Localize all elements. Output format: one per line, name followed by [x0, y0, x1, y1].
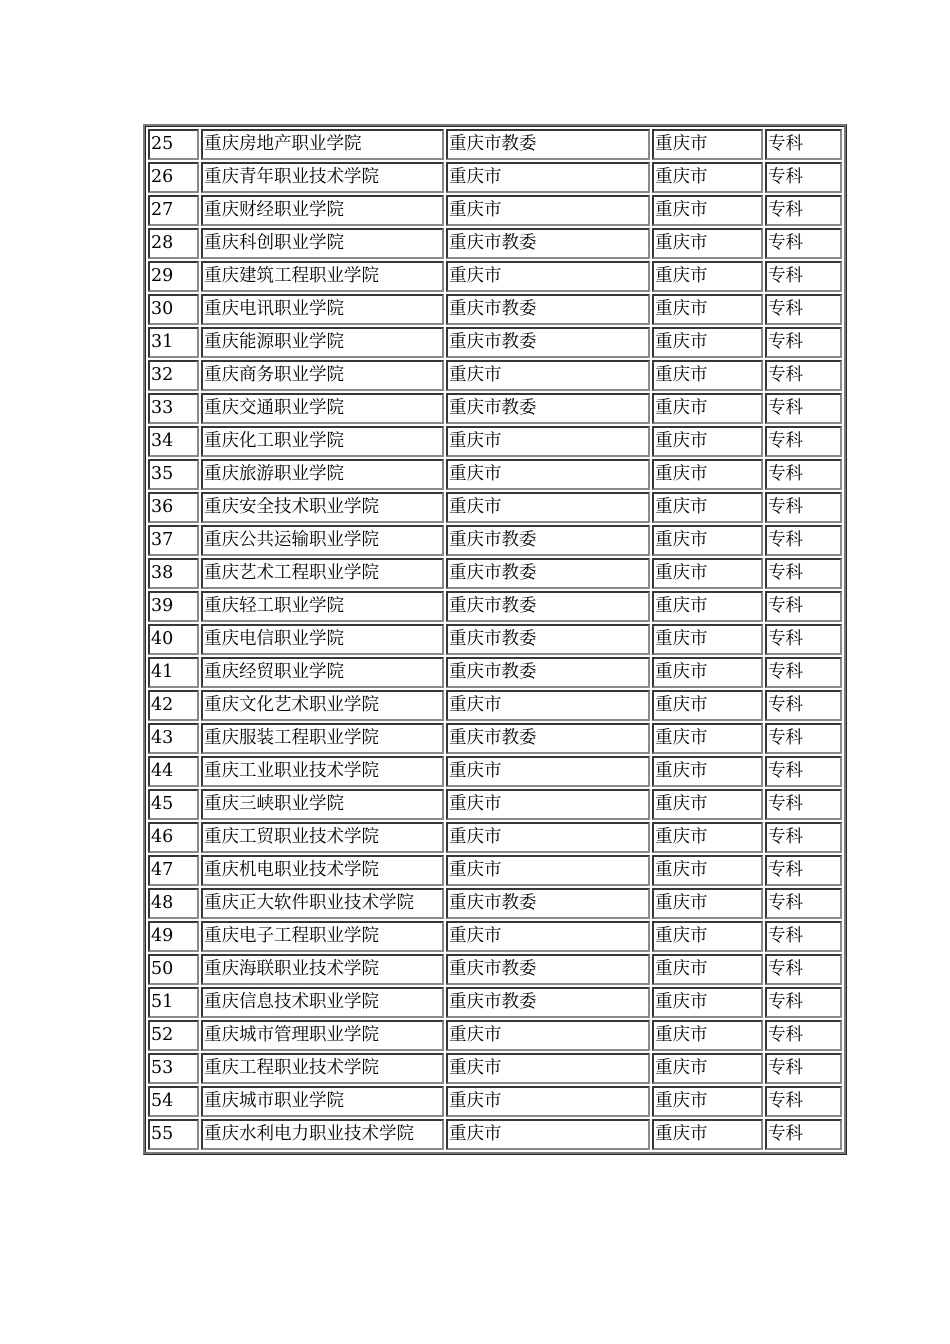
- authority-cell: 重庆市: [446, 1020, 650, 1051]
- location-cell: 重庆市: [652, 921, 763, 952]
- college-name-cell: 重庆科创职业学院: [201, 228, 444, 259]
- level-cell: 专科: [765, 657, 842, 688]
- row-number-cell: 50: [148, 954, 199, 985]
- authority-cell: 重庆市教委: [446, 327, 650, 358]
- row-number-cell: 42: [148, 690, 199, 721]
- location-cell: 重庆市: [652, 624, 763, 655]
- level-cell: 专科: [765, 1086, 842, 1117]
- college-name-cell: 重庆青年职业技术学院: [201, 162, 444, 193]
- row-number-cell: 47: [148, 855, 199, 886]
- location-cell: 重庆市: [652, 954, 763, 985]
- college-name-cell: 重庆轻工职业学院: [201, 591, 444, 622]
- location-cell: 重庆市: [652, 1119, 763, 1150]
- row-number-cell: 40: [148, 624, 199, 655]
- authority-cell: 重庆市教委: [446, 624, 650, 655]
- level-cell: 专科: [765, 723, 842, 754]
- row-number-cell: 37: [148, 525, 199, 556]
- location-cell: 重庆市: [652, 789, 763, 820]
- location-cell: 重庆市: [652, 525, 763, 556]
- authority-cell: 重庆市教委: [446, 129, 650, 160]
- location-cell: 重庆市: [652, 1020, 763, 1051]
- location-cell: 重庆市: [652, 558, 763, 589]
- authority-cell: 重庆市: [446, 1086, 650, 1117]
- row-number-cell: 35: [148, 459, 199, 490]
- row-number-cell: 30: [148, 294, 199, 325]
- table-row: [148, 987, 842, 1018]
- authority-cell: 重庆市教委: [446, 228, 650, 259]
- location-cell: 重庆市: [652, 657, 763, 688]
- level-cell: 专科: [765, 162, 842, 193]
- level-cell: 专科: [765, 855, 842, 886]
- row-number-cell: 43: [148, 723, 199, 754]
- row-number-cell: 46: [148, 822, 199, 853]
- college-name-cell: 重庆能源职业学院: [201, 327, 444, 358]
- table-row: [148, 624, 842, 655]
- location-cell: 重庆市: [652, 690, 763, 721]
- college-name-cell: 重庆化工职业学院: [201, 426, 444, 457]
- college-name-cell: 重庆工程职业技术学院: [201, 1053, 444, 1084]
- authority-cell: 重庆市: [446, 360, 650, 391]
- authority-cell: 重庆市: [446, 756, 650, 787]
- location-cell: 重庆市: [652, 393, 763, 424]
- authority-cell: 重庆市教委: [446, 723, 650, 754]
- table-row: [148, 954, 842, 985]
- location-cell: 重庆市: [652, 492, 763, 523]
- row-number-cell: 51: [148, 987, 199, 1018]
- table-row: [148, 129, 842, 160]
- authority-cell: 重庆市: [446, 261, 650, 292]
- table-row: [148, 1119, 842, 1150]
- location-cell: 重庆市: [652, 855, 763, 886]
- row-number-cell: 54: [148, 1086, 199, 1117]
- college-name-cell: 重庆海联职业技术学院: [201, 954, 444, 985]
- level-cell: 专科: [765, 360, 842, 391]
- location-cell: 重庆市: [652, 360, 763, 391]
- authority-cell: 重庆市教委: [446, 987, 650, 1018]
- level-cell: 专科: [765, 228, 842, 259]
- table-row: [148, 723, 842, 754]
- location-cell: 重庆市: [652, 129, 763, 160]
- level-cell: 专科: [765, 1119, 842, 1150]
- authority-cell: 重庆市: [446, 195, 650, 226]
- college-name-cell: 重庆旅游职业学院: [201, 459, 444, 490]
- college-name-cell: 重庆房地产职业学院: [201, 129, 444, 160]
- authority-cell: 重庆市: [446, 789, 650, 820]
- college-name-cell: 重庆水利电力职业技术学院: [201, 1119, 444, 1150]
- row-number-cell: 38: [148, 558, 199, 589]
- level-cell: 专科: [765, 756, 842, 787]
- level-cell: 专科: [765, 426, 842, 457]
- row-number-cell: 48: [148, 888, 199, 919]
- level-cell: 专科: [765, 624, 842, 655]
- college-table-frame: [143, 124, 847, 1155]
- authority-cell: 重庆市教委: [446, 954, 650, 985]
- college-name-cell: 重庆三峡职业学院: [201, 789, 444, 820]
- authority-cell: 重庆市: [446, 1119, 650, 1150]
- college-table: [146, 127, 844, 1152]
- level-cell: 专科: [765, 492, 842, 523]
- table-row: [148, 888, 842, 919]
- level-cell: 专科: [765, 1053, 842, 1084]
- table-row: [148, 525, 842, 556]
- table-row: [148, 558, 842, 589]
- authority-cell: 重庆市: [446, 855, 650, 886]
- location-cell: 重庆市: [652, 591, 763, 622]
- table-row: [148, 360, 842, 391]
- authority-cell: 重庆市: [446, 162, 650, 193]
- authority-cell: 重庆市: [446, 690, 650, 721]
- table-row: [148, 756, 842, 787]
- college-name-cell: 重庆经贸职业学院: [201, 657, 444, 688]
- level-cell: 专科: [765, 921, 842, 952]
- college-name-cell: 重庆商务职业学院: [201, 360, 444, 391]
- level-cell: 专科: [765, 558, 842, 589]
- authority-cell: 重庆市教委: [446, 657, 650, 688]
- authority-cell: 重庆市: [446, 822, 650, 853]
- location-cell: 重庆市: [652, 228, 763, 259]
- row-number-cell: 34: [148, 426, 199, 457]
- level-cell: 专科: [765, 129, 842, 160]
- location-cell: 重庆市: [652, 888, 763, 919]
- location-cell: 重庆市: [652, 756, 763, 787]
- level-cell: 专科: [765, 591, 842, 622]
- row-number-cell: 53: [148, 1053, 199, 1084]
- location-cell: 重庆市: [652, 1053, 763, 1084]
- college-name-cell: 重庆机电职业技术学院: [201, 855, 444, 886]
- row-number-cell: 27: [148, 195, 199, 226]
- row-number-cell: 29: [148, 261, 199, 292]
- level-cell: 专科: [765, 987, 842, 1018]
- level-cell: 专科: [765, 822, 842, 853]
- table-row: [148, 1020, 842, 1051]
- authority-cell: 重庆市: [446, 492, 650, 523]
- level-cell: 专科: [765, 1020, 842, 1051]
- authority-cell: 重庆市教委: [446, 888, 650, 919]
- location-cell: 重庆市: [652, 261, 763, 292]
- college-name-cell: 重庆安全技术职业学院: [201, 492, 444, 523]
- level-cell: 专科: [765, 327, 842, 358]
- row-number-cell: 55: [148, 1119, 199, 1150]
- row-number-cell: 44: [148, 756, 199, 787]
- table-row: [148, 393, 842, 424]
- level-cell: 专科: [765, 459, 842, 490]
- table-row: [148, 492, 842, 523]
- authority-cell: 重庆市教委: [446, 525, 650, 556]
- location-cell: 重庆市: [652, 195, 763, 226]
- table-row: [148, 459, 842, 490]
- college-name-cell: 重庆建筑工程职业学院: [201, 261, 444, 292]
- row-number-cell: 45: [148, 789, 199, 820]
- table-row: [148, 855, 842, 886]
- authority-cell: 重庆市: [446, 459, 650, 490]
- location-cell: 重庆市: [652, 327, 763, 358]
- college-name-cell: 重庆信息技术职业学院: [201, 987, 444, 1018]
- row-number-cell: 26: [148, 162, 199, 193]
- table-row: [148, 822, 842, 853]
- row-number-cell: 52: [148, 1020, 199, 1051]
- level-cell: 专科: [765, 261, 842, 292]
- level-cell: 专科: [765, 954, 842, 985]
- location-cell: 重庆市: [652, 987, 763, 1018]
- level-cell: 专科: [765, 294, 842, 325]
- authority-cell: 重庆市教委: [446, 591, 650, 622]
- level-cell: 专科: [765, 789, 842, 820]
- table-row: [148, 690, 842, 721]
- college-name-cell: 重庆城市管理职业学院: [201, 1020, 444, 1051]
- table-row: [148, 261, 842, 292]
- location-cell: 重庆市: [652, 162, 763, 193]
- level-cell: 专科: [765, 888, 842, 919]
- location-cell: 重庆市: [652, 1086, 763, 1117]
- college-name-cell: 重庆正大软件职业技术学院: [201, 888, 444, 919]
- row-number-cell: 39: [148, 591, 199, 622]
- location-cell: 重庆市: [652, 723, 763, 754]
- table-row: [148, 1086, 842, 1117]
- college-name-cell: 重庆艺术工程职业学院: [201, 558, 444, 589]
- table-row: [148, 327, 842, 358]
- college-name-cell: 重庆电讯职业学院: [201, 294, 444, 325]
- college-name-cell: 重庆工贸职业技术学院: [201, 822, 444, 853]
- level-cell: 专科: [765, 393, 842, 424]
- college-name-cell: 重庆工业职业技术学院: [201, 756, 444, 787]
- table-row: [148, 1053, 842, 1084]
- level-cell: 专科: [765, 690, 842, 721]
- row-number-cell: 32: [148, 360, 199, 391]
- college-name-cell: 重庆交通职业学院: [201, 393, 444, 424]
- location-cell: 重庆市: [652, 822, 763, 853]
- table-row: [148, 426, 842, 457]
- row-number-cell: 33: [148, 393, 199, 424]
- table-row: [148, 228, 842, 259]
- college-name-cell: 重庆服装工程职业学院: [201, 723, 444, 754]
- authority-cell: 重庆市: [446, 1053, 650, 1084]
- authority-cell: 重庆市: [446, 426, 650, 457]
- authority-cell: 重庆市教委: [446, 294, 650, 325]
- level-cell: 专科: [765, 195, 842, 226]
- college-name-cell: 重庆文化艺术职业学院: [201, 690, 444, 721]
- authority-cell: 重庆市教委: [446, 558, 650, 589]
- table-row: [148, 294, 842, 325]
- row-number-cell: 49: [148, 921, 199, 952]
- table-row: [148, 195, 842, 226]
- location-cell: 重庆市: [652, 294, 763, 325]
- college-name-cell: 重庆电子工程职业学院: [201, 921, 444, 952]
- table-row: [148, 591, 842, 622]
- authority-cell: 重庆市: [446, 921, 650, 952]
- table-row: [148, 657, 842, 688]
- college-name-cell: 重庆财经职业学院: [201, 195, 444, 226]
- location-cell: 重庆市: [652, 426, 763, 457]
- table-row: [148, 162, 842, 193]
- location-cell: 重庆市: [652, 459, 763, 490]
- table-row: [148, 921, 842, 952]
- college-name-cell: 重庆城市职业学院: [201, 1086, 444, 1117]
- level-cell: 专科: [765, 525, 842, 556]
- row-number-cell: 36: [148, 492, 199, 523]
- college-name-cell: 重庆公共运输职业学院: [201, 525, 444, 556]
- row-number-cell: 28: [148, 228, 199, 259]
- college-name-cell: 重庆电信职业学院: [201, 624, 444, 655]
- row-number-cell: 41: [148, 657, 199, 688]
- table-row: [148, 789, 842, 820]
- row-number-cell: 25: [148, 129, 199, 160]
- college-table-body: [148, 129, 842, 1150]
- authority-cell: 重庆市教委: [446, 393, 650, 424]
- row-number-cell: 31: [148, 327, 199, 358]
